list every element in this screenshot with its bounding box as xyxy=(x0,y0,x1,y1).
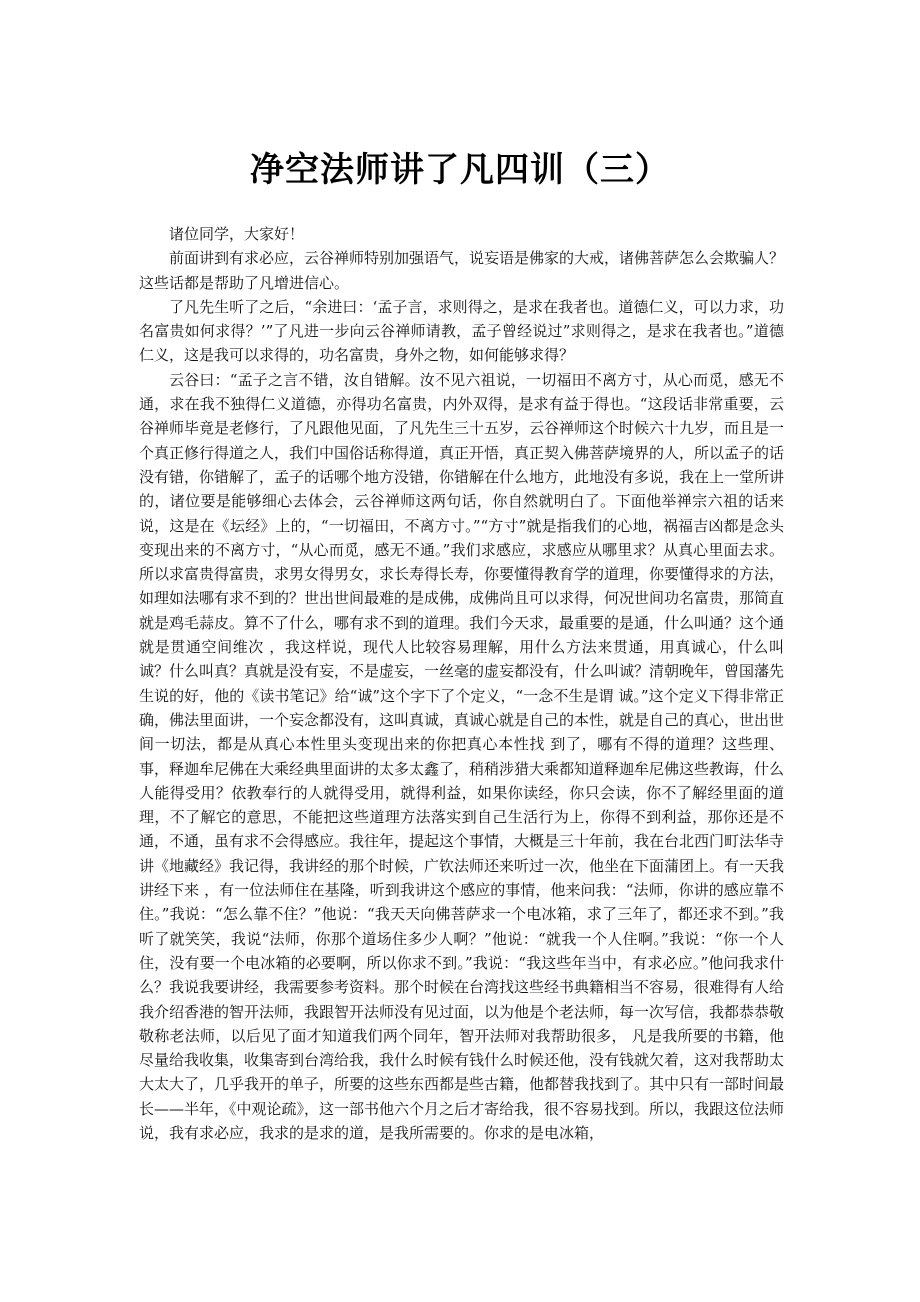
document-body xyxy=(139,222,784,1145)
paragraph-greeting: 诸位同学，大家好！ xyxy=(169,225,305,243)
paragraph: 了凡先生听了之后，“余进曰：‘孟子言，求则得之，是求在我者也。道德仁义，可以力求，功名富贵如何求得？’”了凡进一步向云谷禅师请教，孟子曾经说过”求则得之，是求在我者也。”道德仁义，这是我可以求得的，功名富贵，身外之物，如何能够求得？ xyxy=(139,297,784,365)
paragraph: 云谷曰：“孟子之言不错，汝自错解。汝不见六祖说，一切福田不离方寸，从心而觅，感无不通，求在我不独得仁义道德，亦得功名富贵，内外双得，是求有益于得也。“这段话非常重要，云谷禅师毕竟是老修行，了凡跟他见面，了凡先生三十五岁，云谷禅师这个时候六十九岁，而且是一个真正修行得道之人，我们中国俗话称得道，真正开悟，真正契入佛菩萨境界的人，所以孟子的话没有错，你错解了，孟子的话哪个地方没错，你错解在什么地方，此地没有多说，我在上一堂所讲的，诸位要是能够细心去体会，云谷禅师这两句话，你自然就明白了。下面他举禅宗六祖的话来说，这是在《坛经》上的，“一切福田，不离方寸。”“方寸”就是指我们的心地，祸福吉凶都是念头变现出来的不离方寸，“从心而觅，感无不通。”我们求感应，求感应从哪里求？从真心里面去求。所以求富贵得富贵，求男女得男女，求长寿得长寿，你要懂得教育学的道理，你要懂得求的方法，如理如法哪有求不到的？世出世间最难的是成佛，成佛尚且可以求得，何况世间功名富贵，那简直就是鸡毛蒜皮。算不了什么，哪有求不到的道理。我们今天求，最重要的是通，什么叫通？这个通就是贯通空间维次 ，我这样说，现代人比较容易理解，用什么方法来贯通，用真诚心，什么叫诚？什么叫真？真就是没有妄，不是虚妄，一丝毫的虚妄都没有，什么叫诚？清朝晚年，曾国藩先生说的好，他的《读书笔记》给“诚”这个字下了个定义，“一念不生是谓 诚。”这个定义下得非常正确，佛法里面讲，一个妄念都没有，这叫真诚，真诚心就是自己的本性，就是自己的真心，世出世间一切法，都是从真心本性里头变现出来的你把真心本性找 到了，哪有不得的道理？这些理、事，释迦牟尼佛在大乘经典里面讲的太多太鑫了，稍稍涉猎大乘都知道释迦牟尼佛这些教诲，什么人能得受用？依教奉行的人就得受用，就得利益，如果你读经，你只会读，你不了解经里面的道理，不了解它的意思，不能把这些道理方法落实到自己生活行为上，你得不到利益，那你还是不通，不通，虽有求不会得感应。我往年，提起这个事情，大概是三十年前，我在台北西门町法华寺讲《地藏经》我记得，我讲经的那个时候，广钦法师还来听过一次，他坐在下面蒲团上。有一天我讲经下来 ，有一位法师住在基隆，听到我讲这个感应的事情，他来问我：“法师，你讲的感应靠不住。”我说：“怎么靠不住？”他说：“我天天向佛菩萨求一个电冰箱，求了三年了，都还求不到。”我听了就笑笑，我说“法师，你那个道场住多少人啊？”他说：“就我一个人住啊。”我说：“你一个人住，没有要一个电冰箱的必要啊，所以你求不到。”我说：“我这些年当中，有求必应。”他问我求什么？我说我要讲经，我需要参考资料。那个时候在台湾找这些经书典籍相当不容易，很难得有人给我介绍香港的智开法师，我跟智开法师没有见过面，以为他是个老法师，每一次写信，我都恭恭敬敬称老法师，以后见了面才知道我们两个同年，智开法师对我帮助很多， 凡是我所要的书籍，他尽量给我收集，收集寄到台湾给我，我什么时候有钱什么时候还他，没有钱就欠着，这对我帮助太大太大了，几乎我开的单子，所要的这些东西都是些古籍，他都替我找到了。其中只有一部时间最长——半年，《中观论疏》，这一部书他六个月之后才寄给我，很不容易找到。所以，我跟这位法师说，我有求必应，我求的是求的道，是我所需要的。你求的是电冰箱， xyxy=(139,370,785,1142)
paragraph: 前面讲到有求必应，云谷禅师特别加强语气，说妄语是佛家的大戒，诸佛菩萨怎么会欺骗人？这些话都是帮助了凡增进信心。 xyxy=(139,249,785,292)
document-title: 净空法师讲了凡四训（三） xyxy=(250,150,670,190)
